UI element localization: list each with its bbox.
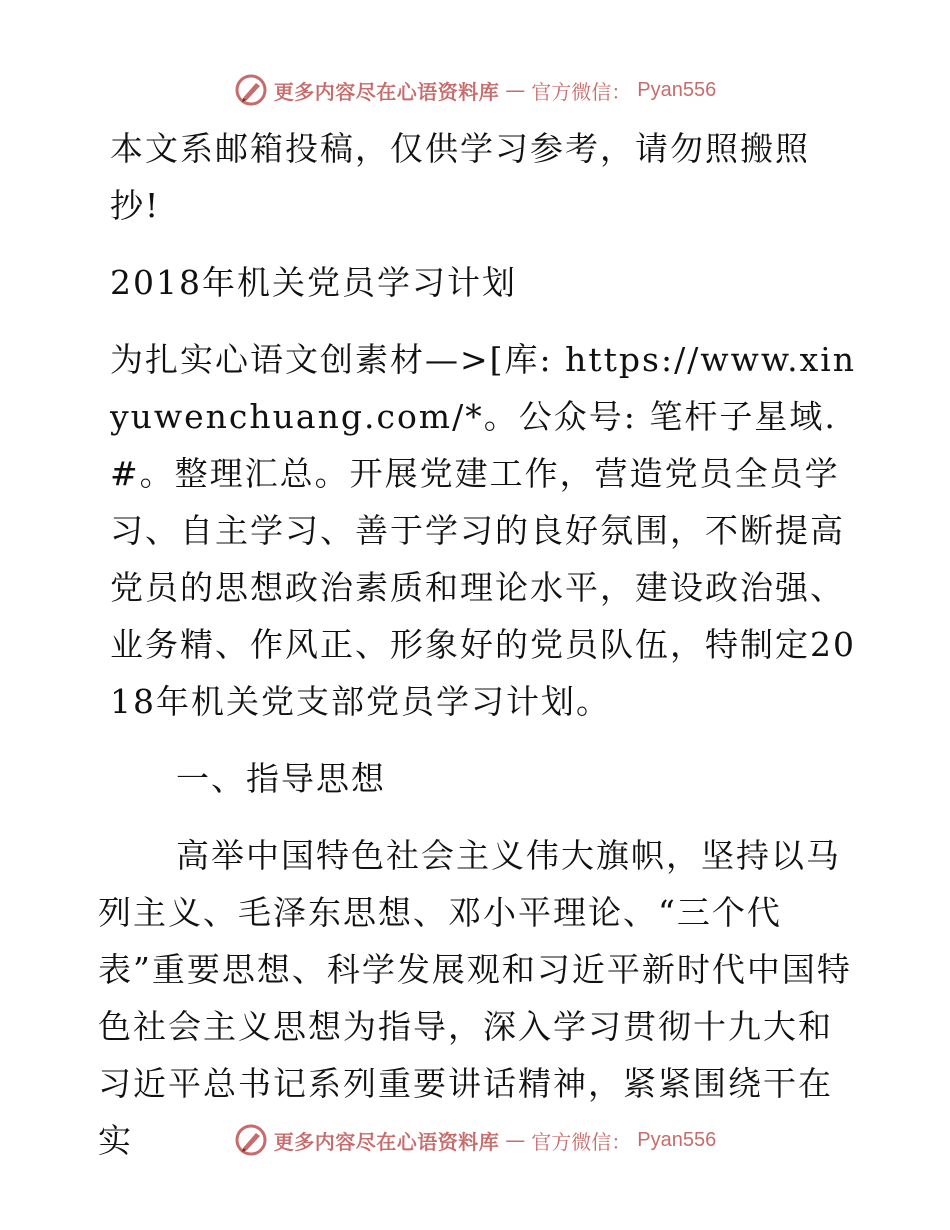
watermark-dash: —: [505, 78, 526, 102]
watermark-official: 官方微信：: [531, 79, 632, 104]
watermark-official: 官方微信：: [531, 1129, 632, 1154]
watermark-id: Pyan556: [637, 78, 717, 101]
document-body: [98, 120, 858, 1169]
intro-paragraph: 为扎实心语文创素材—>[库: https://www.xinyuwenchuang.com/*。公众号: 笔杆子星域.#。整理汇总。开展党建工作，营造党员全员学习、自主学习、善于学习的良好氛围，不断提高党员的思想政治素质和理论水平，建设政治强、业务精、作风正、形象好的党员队伍，特制定2018年机关党支部党员学习计划。: [110, 340, 857, 721]
watermark-header: [0, 70, 950, 110]
section-heading: 一、指导思想: [176, 759, 386, 798]
watermark-id: Pyan556: [637, 1128, 717, 1151]
notice-paragraph: 本文系邮箱投稿，仅供学习参考，请勿照搬照抄!: [110, 129, 810, 225]
document-title: 2018年机关党员学习计划: [110, 263, 517, 302]
pen-logo-icon: [234, 73, 268, 107]
watermark-dash: —: [505, 1128, 526, 1152]
watermark-text: 更多内容尽在心语资料库: [273, 1129, 500, 1154]
section-body: 高举中国特色社会主义伟大旗帜，坚持以马列主义、毛泽东思想、邓小平理论、“三个代表”重要思想、科学发展观和习近平新时代中国特色社会主义思想为指导，深入学习贯彻十九大和习近平总书记系列重要讲话精神，紧紧围绕干在实: [98, 836, 852, 1160]
watermark-text: 更多内容尽在心语资料库: [273, 79, 500, 104]
pen-logo-icon: [234, 1123, 268, 1157]
watermark-footer: [0, 1120, 950, 1160]
